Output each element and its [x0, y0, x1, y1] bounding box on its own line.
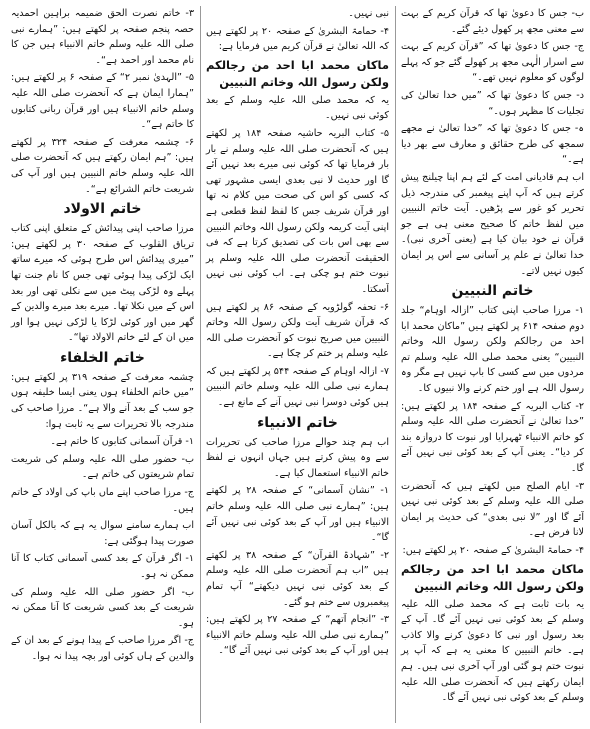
paragraph: ۲- کتاب البریہ کے صفحہ ۱۸۴ پر لکھتے ہیں: ”خدا تعالیٰ نے آنحضرت صلی اللہ علیہ وسلم کو خاتم الانبیاء ٹھہرایا اور نبوت کا دروازہ بند کر دیا“۔ یعنی آپ کے بعد کوئی نبی نہیں آئے گا۔ [401, 400, 584, 475]
paragraph: یہ بات ثابت ہے کہ محمد صلی اللہ علیہ وسلم کے بعد کوئی نبی نہیں آئے گا۔ آپ کے بعد رسول اور نبی کا دعویٰ کرنے والا کاذب ہے۔ خاتم النبیین کا معنی یہ ہے کہ آپ پر نبوت ختم ہو گئی اور آپ آخری نبی ہیں۔ ہم ایمان رکھتے ہیں کہ آنحضرت صلی اللہ علیہ وسلم کے بعد کوئی نبی نہیں آئے گا۔ [401, 598, 584, 704]
paragraph: ۳- ”انجام آتھم“ کے صفحہ ۲۷ پر لکھتے ہیں: ”ہمارے نبی صلی اللہ علیہ وسلم خاتم الانبیاء ہیں اور آپ کے بعد کوئی نبی نہیں آئے گا“۔ [206, 614, 389, 657]
quran-verse: ماکان محمد ابا احد من رجالکم ولکن رسول اللہ وخاتم النبیین [206, 57, 389, 89]
paragraph: ۷- ازالہ اوہام کے صفحہ ۵۴۴ پر لکھتے ہیں کہ ہمارے نبی صلی اللہ علیہ وسلم خاتم النبیین ہیں کوئی دوسرا نبی نہیں آنے کے مانع ہے۔ [206, 365, 389, 409]
paragraph: ۳- خاتم نصرت الحق ضمیمہ براہین احمدیہ حصہ پنجم صفحہ پر لکھتے ہیں: ”ہمارے نبی صلی اللہ علیہ وسلم خاتم الانبیاء ہیں جن کا نام محمد اور احمد ہے“۔ [11, 8, 194, 66]
paragraph: ۵- ”الہدیٰ نمبر ۲“ کے صفحہ ۶ پر لکھتے ہیں: ”ہمارا ایمان ہے کہ آنحضرت صلی اللہ علیہ وسلم خاتم الانبیاء ہیں اور قرآن ربانی کتابوں کا خاتم ہے“۔ [11, 72, 194, 131]
paragraph: ۴- حمامۃ البشریٰ کے صفحہ ۲۰ پر لکھتے ہیں: [402, 545, 584, 556]
paragraph: ۱- ”نشان آسمانی“ کے صفحہ ۲۸ پر لکھتے ہیں: ”ہمارے نبی صلی اللہ علیہ وسلم خاتم الانبیاء ہیں اور آپ کے بعد کوئی نبی نہیں آئے گا“۔ [206, 485, 389, 544]
paragraph: ج- جس کا دعویٰ تھا کہ ”قرآن کریم کے بہت سے اسرار الٰہی مجھ پر کھولے گئے جو کہ پہلے لوگوں کو معلوم نہیں تھے۔“ [401, 41, 584, 84]
paragraph: اب ہمارے سامنے سوال یہ ہے کہ بالکل آسان صورت پیدا ہوگئی ہے: [11, 520, 194, 547]
paragraph: ۴- حمامۃ البشریٰ کے صفحہ ۲۰ پر لکھتے ہیں کہ اللہ تعالیٰ نے قرآن کریم میں فرمایا ہے: [206, 25, 389, 53]
paragraph: یہ کہ محمد صلی اللہ علیہ وسلم کے بعد کوئی نبی نہیں۔ [206, 94, 389, 122]
paragraph: ۲- ”شہادۃ القرآن“ کے صفحہ ۳۸ پر لکھتے ہیں ”اب ہم آنحضرت صلی اللہ علیہ وسلم کے بعد کوئی نبی نہیں دیکھتے“ آپ تمام پیغمبروں سے ختم ہو گئے۔ [206, 549, 389, 608]
paragraph: ب- اگر حضور صلی اللہ علیہ وسلم کی شریعت کے بعد کسی شریعت کا آنا ممکن نہ ہو۔ [11, 586, 194, 629]
paragraph: نبی نہیں۔ [348, 8, 389, 19]
section-heading: خاتم الاولاد [63, 201, 142, 218]
paragraph: ۳- ایام الصلح میں لکھتے ہیں کہ آنحضرت صلی اللہ علیہ وسلم کے بعد کوئی نبی نہیں آئے گا اور ”لا نبی بعدی“ کی حدیث پر ایمان لانا فرض ہے۔ [401, 480, 584, 539]
paragraph: ہ- جس کا دعویٰ تھا کہ ”خدا تعالیٰ نے مجھے سمجھ کی طرح حقائق و معارف سے بھر دیا ہے۔“ [401, 123, 584, 166]
paragraph: ۶- چشمہ معرفت کے صفحہ ۳۲۴ پر لکھتے ہیں: ”ہم ایمان رکھتے ہیں کہ آنحضرت صلی اللہ علیہ وسلم خاتم النبیین ہیں اور آپ کی شریعت خاتم الشرائع ہے“۔ [11, 136, 194, 195]
text-column-2 [200, 6, 389, 723]
paragraph: ب- جس کا دعویٰ تھا کہ قرآن کریم کے بہت سے معنی مجھ پر کھول دیئے گئے۔ [401, 8, 584, 35]
quran-verse: ماکان محمد ابا احد من رجالکم ولکن رسول اللہ وخاتم النبیین [401, 561, 584, 593]
paragraph: ۵- کتاب البریہ حاشیہ صفحہ ۱۸۴ پر لکھتے ہیں کہ آنحضرت صلی اللہ علیہ وسلم نے بار بار فرمایا تھا کہ کوئی نبی میرے بعد نہیں آئے گا اور حدیث لا نبی بعدی ایسی مشہور تھی کہ کسی کو اس کی صحت میں کلام نہ تھا اور قرآن شریف جس کا لفظ لفظ قطعی ہے اپنی آیت کریمہ ولکن رسول اللہ وخاتم النبیین سے بھی اس بات کی تصدیق کرتا ہے کہ فی الحقیقت آنحضرت صلی اللہ علیہ وسلم پر نبوت ختم ہو چکی ہے۔ اب کوئی نبی نہیں آسکتا۔ [206, 127, 389, 295]
paragraph: ب- حضور صلی اللہ علیہ وسلم کی شریعت تمام شریعتوں کی خاتم ہے۔ [11, 453, 194, 481]
paragraph: اب ہم قادیانی امت کے لئے ہم اپنا چیلنج پیش کرتے ہیں کہ آپ اپنے پیغمبر کی مندرجہ ذیل تحریر کو غور سے پڑھیں۔ آیت خاتم النبیین میں لفظ خاتم کا صحیح معنی ہی ہے جو قرآن نے خود بیان کیا ہے (یعنی آخری نبی)۔ خدا تعالیٰ نے علم پر آسانی سے اس پر ایمان کیوں نہیں لاتے۔ [401, 171, 584, 277]
paragraph: ۱- قرآن آسمانی کتابوں کا خاتم ہے۔ [50, 436, 194, 448]
paragraph: ۶- تحفہ گولڑویہ کے صفحہ ۸۶ پر لکھتے ہیں کہ قرآن شریف آیت ولکن رسول اللہ وخاتم النبیین میں صریح نبوت کو آنحضرت صلی اللہ علیہ وسلم پر ختم کر چکا ہے۔ [206, 301, 389, 360]
text-column-3 [6, 6, 194, 723]
paragraph: ۱- اگر قرآن کے بعد کسی آسمانی کتاب کا آنا ممکن نہ ہو۔ [11, 553, 194, 580]
paragraph: چشمہ معرفت کے صفحہ ۳۱۹ پر لکھتے ہیں: ”میں خاتم الخلفاء ہوں یعنی ایسا خلیفہ ہوں جو سب کے بعد آنے والا ہے“۔ مرزا صاحب کی مندرجہ بالا تحریرات سے یہ ثابت ہوا: [11, 371, 194, 430]
paragraph: ۱- مرزا صاحب اپنی کتاب ”ازالہ اوہام“ جلد دوم صفحہ ۶۱۴ پر لکھتے ہیں ”ماکان محمد ابا احد من رجالکم ولکن رسول اللہ وخاتم النبیین“ یعنی محمد صلی اللہ علیہ وسلم تم مردوں میں سے کسی کا باپ نہیں ہے مگر وہ رسول اللہ ہے اور ختم کرنے والا نبیوں کا۔ [401, 305, 584, 395]
paragraph: د- جس کا دعویٰ تھا کہ ”میں خدا تعالیٰ کی تجلیات کا مظہر ہوں۔“ [401, 89, 584, 117]
paragraph: اب ہم چند حوالے مرزا صاحب کی تحریرات سے وہ پیش کرتے ہیں جہاں انہوں نے لفظ خاتم الانبیاء استعمال کیا ہے۔ [206, 436, 389, 479]
paragraph: مرزا صاحب اپنی پیدائش کے متعلق اپنی کتاب تریاق القلوب کے صفحہ ۳۰ پر لکھتے ہیں: ”میری پیدائش اس طرح ہوئی کہ میرے ساتھ ایک لڑکی پیدا ہوئی تھی جس کا نام جنت تھا پہلے وہ لڑکی پیٹ میں سے نکلی تھی اور بعد اس کے میں نکلا تھا۔ میرے بعد میرے والدین کے گھر میں اور کوئی لڑکا یا لڑکی نہیں ہوا اور میں ان کے لئے خاتم الاولاد تھا“۔ [11, 223, 194, 344]
text-column-1 [395, 6, 584, 723]
section-heading: خاتم النبیین [451, 283, 534, 300]
paragraph: ج- اگر مرزا صاحب کے پیدا ہونے کے بعد ان کے والدین کے ہاں کوئی اور بچہ پیدا نہ ہوا۔ [11, 635, 194, 662]
section-heading: خاتم الخلفاء [60, 349, 145, 366]
section-heading: خاتم الانبیاء [257, 414, 338, 431]
paragraph: ج- مرزا صاحب اپنے ماں باپ کی اولاد کے خاتم ہیں۔ [11, 487, 194, 514]
